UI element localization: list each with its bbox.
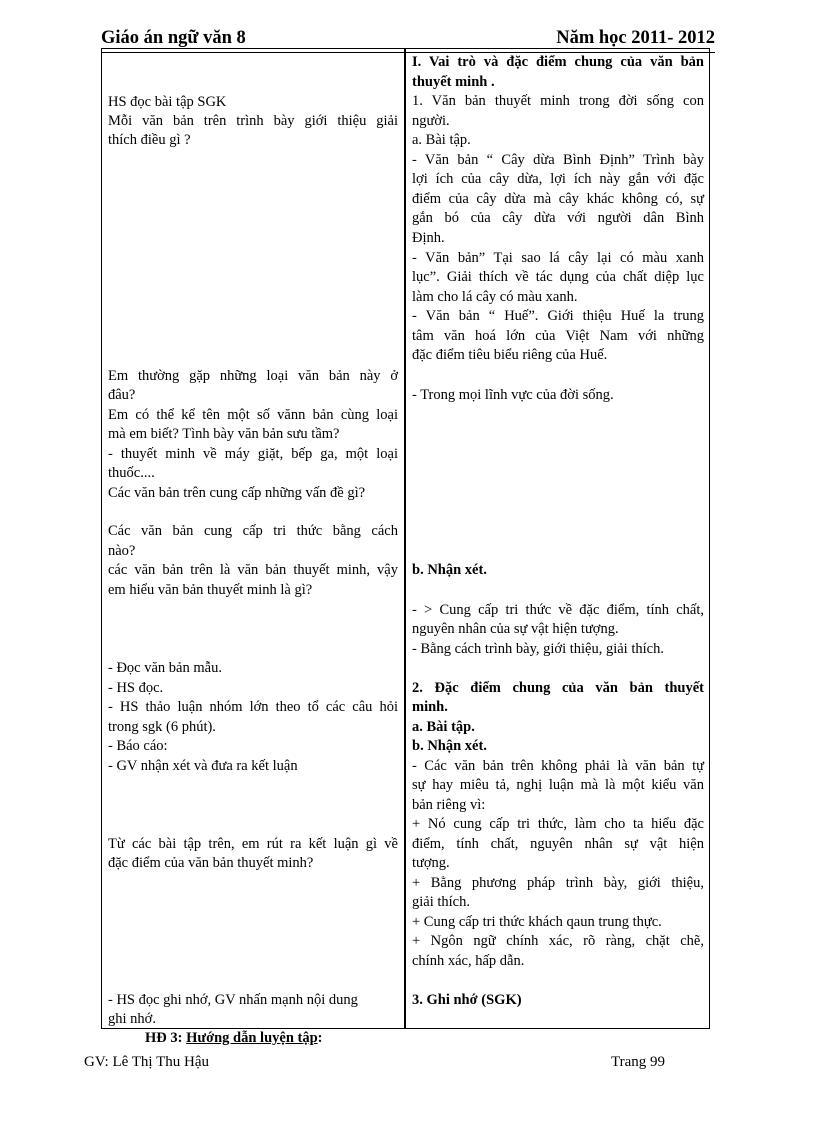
content-line: đặc điểm tiêu biểu riêng của Huế. [412, 347, 608, 363]
activity-line: - Đọc văn bản mẫu. [108, 660, 222, 676]
activity-line: - Báo cáo: [108, 738, 168, 754]
teacher-student-activity-column [102, 49, 405, 1028]
content-line: làm cho lá cây có màu xanh. [412, 289, 578, 305]
activity-line: trong sgk (6 phút). [108, 719, 216, 735]
activity-line: đâu? [108, 387, 136, 403]
activity-line: - HS đọc ghi nhớ, GV nhấn mạnh nội dung [108, 992, 358, 1008]
content-line: - > Cung cấp tri thức về đặc điểm, tính chất, [412, 602, 704, 618]
activity-line: Em thường gặp những loại văn bản này ở [108, 368, 398, 384]
activity-heading [145, 1030, 323, 1047]
content-line: bản riêng vì: [412, 797, 486, 813]
activity-line: các văn bản trên là văn bản thuyết minh, vậy [108, 562, 398, 578]
activity-line: Từ các bài tập trên, em rút ra kết luận gì về [108, 836, 398, 852]
content-line: - Trong mọi lĩnh vực của đời sống. [412, 387, 614, 403]
activity-heading-suffix: : [317, 1030, 323, 1046]
content-line: + Ngôn ngữ chính xác, rõ ràng, chặt chẽ, [412, 933, 704, 949]
content-line: minh. [412, 699, 448, 715]
content-line: a. Bài tập. [412, 719, 475, 735]
activity-line: thích điều gì ? [108, 132, 191, 148]
activity-line: đặc điểm của văn bản thuyết minh? [108, 855, 314, 871]
activity-line: ghi nhớ. [108, 1011, 156, 1027]
activity-heading-title: Hướng dẫn luyện tập [186, 1030, 318, 1046]
content-line: 2. Đặc điểm chung của văn bản thuyết [412, 680, 704, 696]
content-line: a. Bài tập. [412, 132, 471, 148]
content-line: gắn bó của cây dừa với người dân Bình [412, 210, 704, 226]
activity-line: HS đọc bài tập SGK [108, 94, 227, 110]
content-line: tượng. [412, 855, 450, 871]
activity-line: - HS đọc. [108, 680, 164, 696]
header-school-year: Năm học 2011- 2012 [556, 28, 715, 48]
content-line: - Văn bản “ Cây dừa Bình Định” Trình bày [412, 152, 704, 168]
content-line: + Cung cấp tri thức khách qaun trung thực. [412, 914, 662, 930]
content-line: thuyết minh . [412, 74, 495, 90]
activity-line: Các văn bản cung cấp tri thức bằng cách [108, 523, 398, 539]
content-line: lợi ích của cây dừa, lợi ích này gắn với đặc [412, 171, 704, 187]
activity-line: - thuyết minh về máy giặt, bếp ga, một loại [108, 446, 398, 462]
content-line: + Nó cung cấp tri thức, làm cho ta hiểu đặc [412, 816, 704, 832]
content-line: lục”. Giải thích về tác dụng của chất diệp lục [412, 269, 704, 285]
teacher-name: GV: Lê Thị Thu Hậu [84, 1054, 209, 1070]
content-line: b. Nhận xét. [412, 738, 487, 754]
activity-line: Em có thể kể tên một số vănn bản cùng loại [108, 407, 398, 423]
content-line: + Bằng phương pháp trình bày, giới thiệu, [412, 875, 704, 891]
header-title: Giáo án ngữ văn 8 [101, 28, 246, 48]
content-line: chính xác, hấp dẫn. [412, 953, 525, 969]
content-line: Định. [412, 230, 445, 246]
activity-heading-prefix: HĐ 3: [145, 1030, 187, 1046]
lesson-table [101, 48, 710, 1029]
page-number: Trang 99 [611, 1054, 666, 1070]
activity-line: - GV nhận xét và đưa ra kết luận [108, 758, 298, 774]
content-line: điểm, tính chất, nguyên nhân sự vật hiện [412, 836, 704, 852]
content-line: điểm của cây dừa mà cây khác không có, sự [412, 191, 704, 207]
content-line: sự hay miêu tả, nghị luận mà là một kiểu văn [412, 777, 704, 793]
content-line: - Bằng cách trình bày, giới thiệu, giải thích. [412, 641, 664, 657]
content-line: b. Nhận xét. [412, 562, 487, 578]
content-line: - Các văn bản trên không phải là văn bản tự [412, 758, 704, 774]
activity-line: mà em biết? Tình bày văn bản sưu tầm? [108, 426, 340, 442]
content-line: 1. Văn bản thuyết minh trong đời sống con [412, 93, 704, 109]
content-line: giải thích. [412, 894, 470, 910]
activity-line: nào? [108, 543, 136, 559]
content-line: - Văn bản” Tại sao lá cây lại có màu xanh [412, 250, 704, 266]
activity-line: thuốc.... [108, 465, 155, 481]
content-line: 3. Ghi nhớ (SGK) [412, 992, 522, 1008]
activity-line: Mỗi văn bản trên trình bày giới thiệu giải [108, 113, 398, 129]
activity-line: em hiểu văn bản thuyết minh là gì? [108, 582, 313, 598]
content-column [405, 49, 710, 1028]
activity-line: - HS thảo luận nhóm lớn theo tổ các câu hỏi [108, 699, 398, 715]
activity-line: Các văn bản trên cung cấp những vấn đề gì? [108, 485, 366, 501]
content-line: I. Vai trò và đặc điểm chung của văn bản [412, 54, 704, 70]
content-line: tâm văn hoá lớn của Việt Nam với những [412, 328, 704, 344]
content-line: người. [412, 113, 450, 129]
content-line: nguyên nhân của sự vật hiện tượng. [412, 621, 619, 637]
content-line: - Văn bản “ Huế”. Giới thiệu Huế la trung [412, 308, 704, 324]
